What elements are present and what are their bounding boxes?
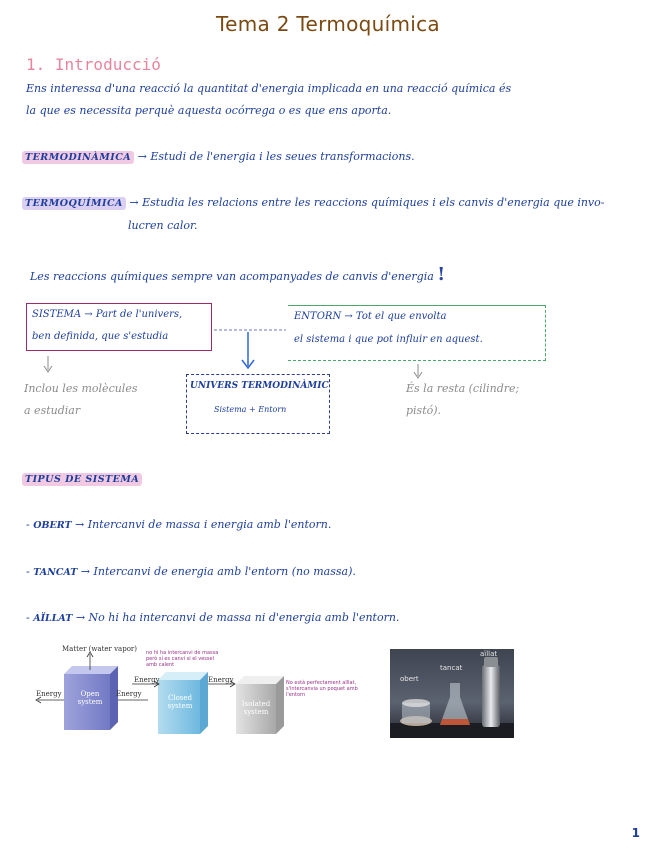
tipus-name: OBERT — [33, 520, 72, 531]
termoquimica-text-cont: lucren calor. — [128, 219, 198, 232]
termodinamica-text: Estudi de l'energia i les seues transformacions. — [150, 150, 415, 163]
sistema-line-2: ben definida, que s'estudia — [32, 331, 169, 342]
page-title: Tema 2 Termoquímica — [216, 12, 440, 36]
tipus-name: TANCAT — [33, 567, 78, 578]
tipus-heading-text: TIPUS DE SISTEMA — [22, 473, 142, 486]
isolated-note: No està perfectament aïllat, s'intercanvia un poquet amb l'entorn — [286, 680, 358, 698]
open-system-label: Open system — [77, 690, 103, 706]
univers-line-2: Sistema + Entorn — [214, 405, 287, 414]
reaccions-text: Les reaccions químiques sempre van acompanyades de canvis d'energia — [30, 270, 434, 283]
arrow-icon: → — [137, 150, 147, 163]
flasks-photo — [390, 649, 514, 738]
sistema-example-line-1: Inclou les molècules — [24, 382, 138, 395]
entorn-example-line-1: És la resta (cilindre; — [406, 382, 520, 395]
tipus-name: AÏLLAT — [33, 613, 73, 624]
intro-line-2: la que es necessita perquè aquesta ocórrega o es que ens aporta. — [26, 104, 392, 117]
entorn-example-line-2: pistó). — [406, 404, 442, 417]
tipus-heading — [22, 472, 142, 485]
section-heading-introduccio: 1. Introducció — [26, 55, 161, 74]
tipus-text: Intercanvi de massa i energia amb l'entorn. — [87, 518, 332, 531]
termoquimica-text: Estudia les relacions entre les reaccions químiques i els canvis d'energia que invo- — [142, 196, 605, 209]
tipus-aillat: - AÏLLAT → No hi ha intercanvi de massa ni d'energia amb l'entorn. — [26, 611, 400, 624]
photo-label-tancat: tancat — [440, 664, 463, 672]
termoquimica-term: TERMOQUÍMICA — [22, 197, 126, 210]
entorn-line-2: el sistema i que pot influir en aquest. — [294, 334, 483, 345]
energy-label-open-left: Energy — [36, 690, 62, 698]
tipus-tancat: - TANCAT → Intercanvi de energia amb l'entorn (no massa). — [26, 565, 356, 578]
exclamation-icon: ! — [437, 264, 446, 285]
page-number: 1 — [631, 826, 640, 840]
intro-line-1: Ens interessa d'una reacció la quantitat d'energia implicada en una reacció química és — [26, 82, 512, 95]
photo-label-aillat: aïllat — [480, 650, 498, 658]
tipus-obert: - OBERT → Intercanvi de massa i energia amb l'entorn. — [26, 518, 332, 531]
tipus-text: Intercanvi de energia amb l'entorn (no massa). — [93, 565, 356, 578]
energy-label-closed-left: Energy — [134, 676, 160, 684]
termodinamica-term: TERMODINÀMICA — [22, 151, 134, 164]
sistema-line-1: SISTEMA → Part de l'univers, — [32, 309, 183, 320]
tipus-text: No hi ha intercanvi de massa ni d'energia amb l'entorn. — [88, 611, 400, 624]
closed-note: no hi ha intercanvi de massa però sí es canvi si el vessel amb calent — [146, 650, 219, 668]
sistema-example-line-2: a estudiar — [24, 404, 81, 417]
univers-line-1: UNIVERS TERMODINÀMIC — [190, 381, 329, 391]
isolated-system-label: Isolated system — [241, 700, 271, 716]
matter-label: Matter (water vapor) — [62, 645, 138, 653]
closed-system-label: Closed system — [167, 694, 193, 710]
arrow-icon: → — [129, 196, 139, 209]
entorn-line-1: ENTORN → Tot el que envolta — [294, 311, 447, 322]
photo-label-obert: obert — [400, 675, 419, 683]
energy-label-closed-right: Energy — [208, 676, 234, 684]
energy-label-open-right: Energy — [116, 690, 142, 698]
